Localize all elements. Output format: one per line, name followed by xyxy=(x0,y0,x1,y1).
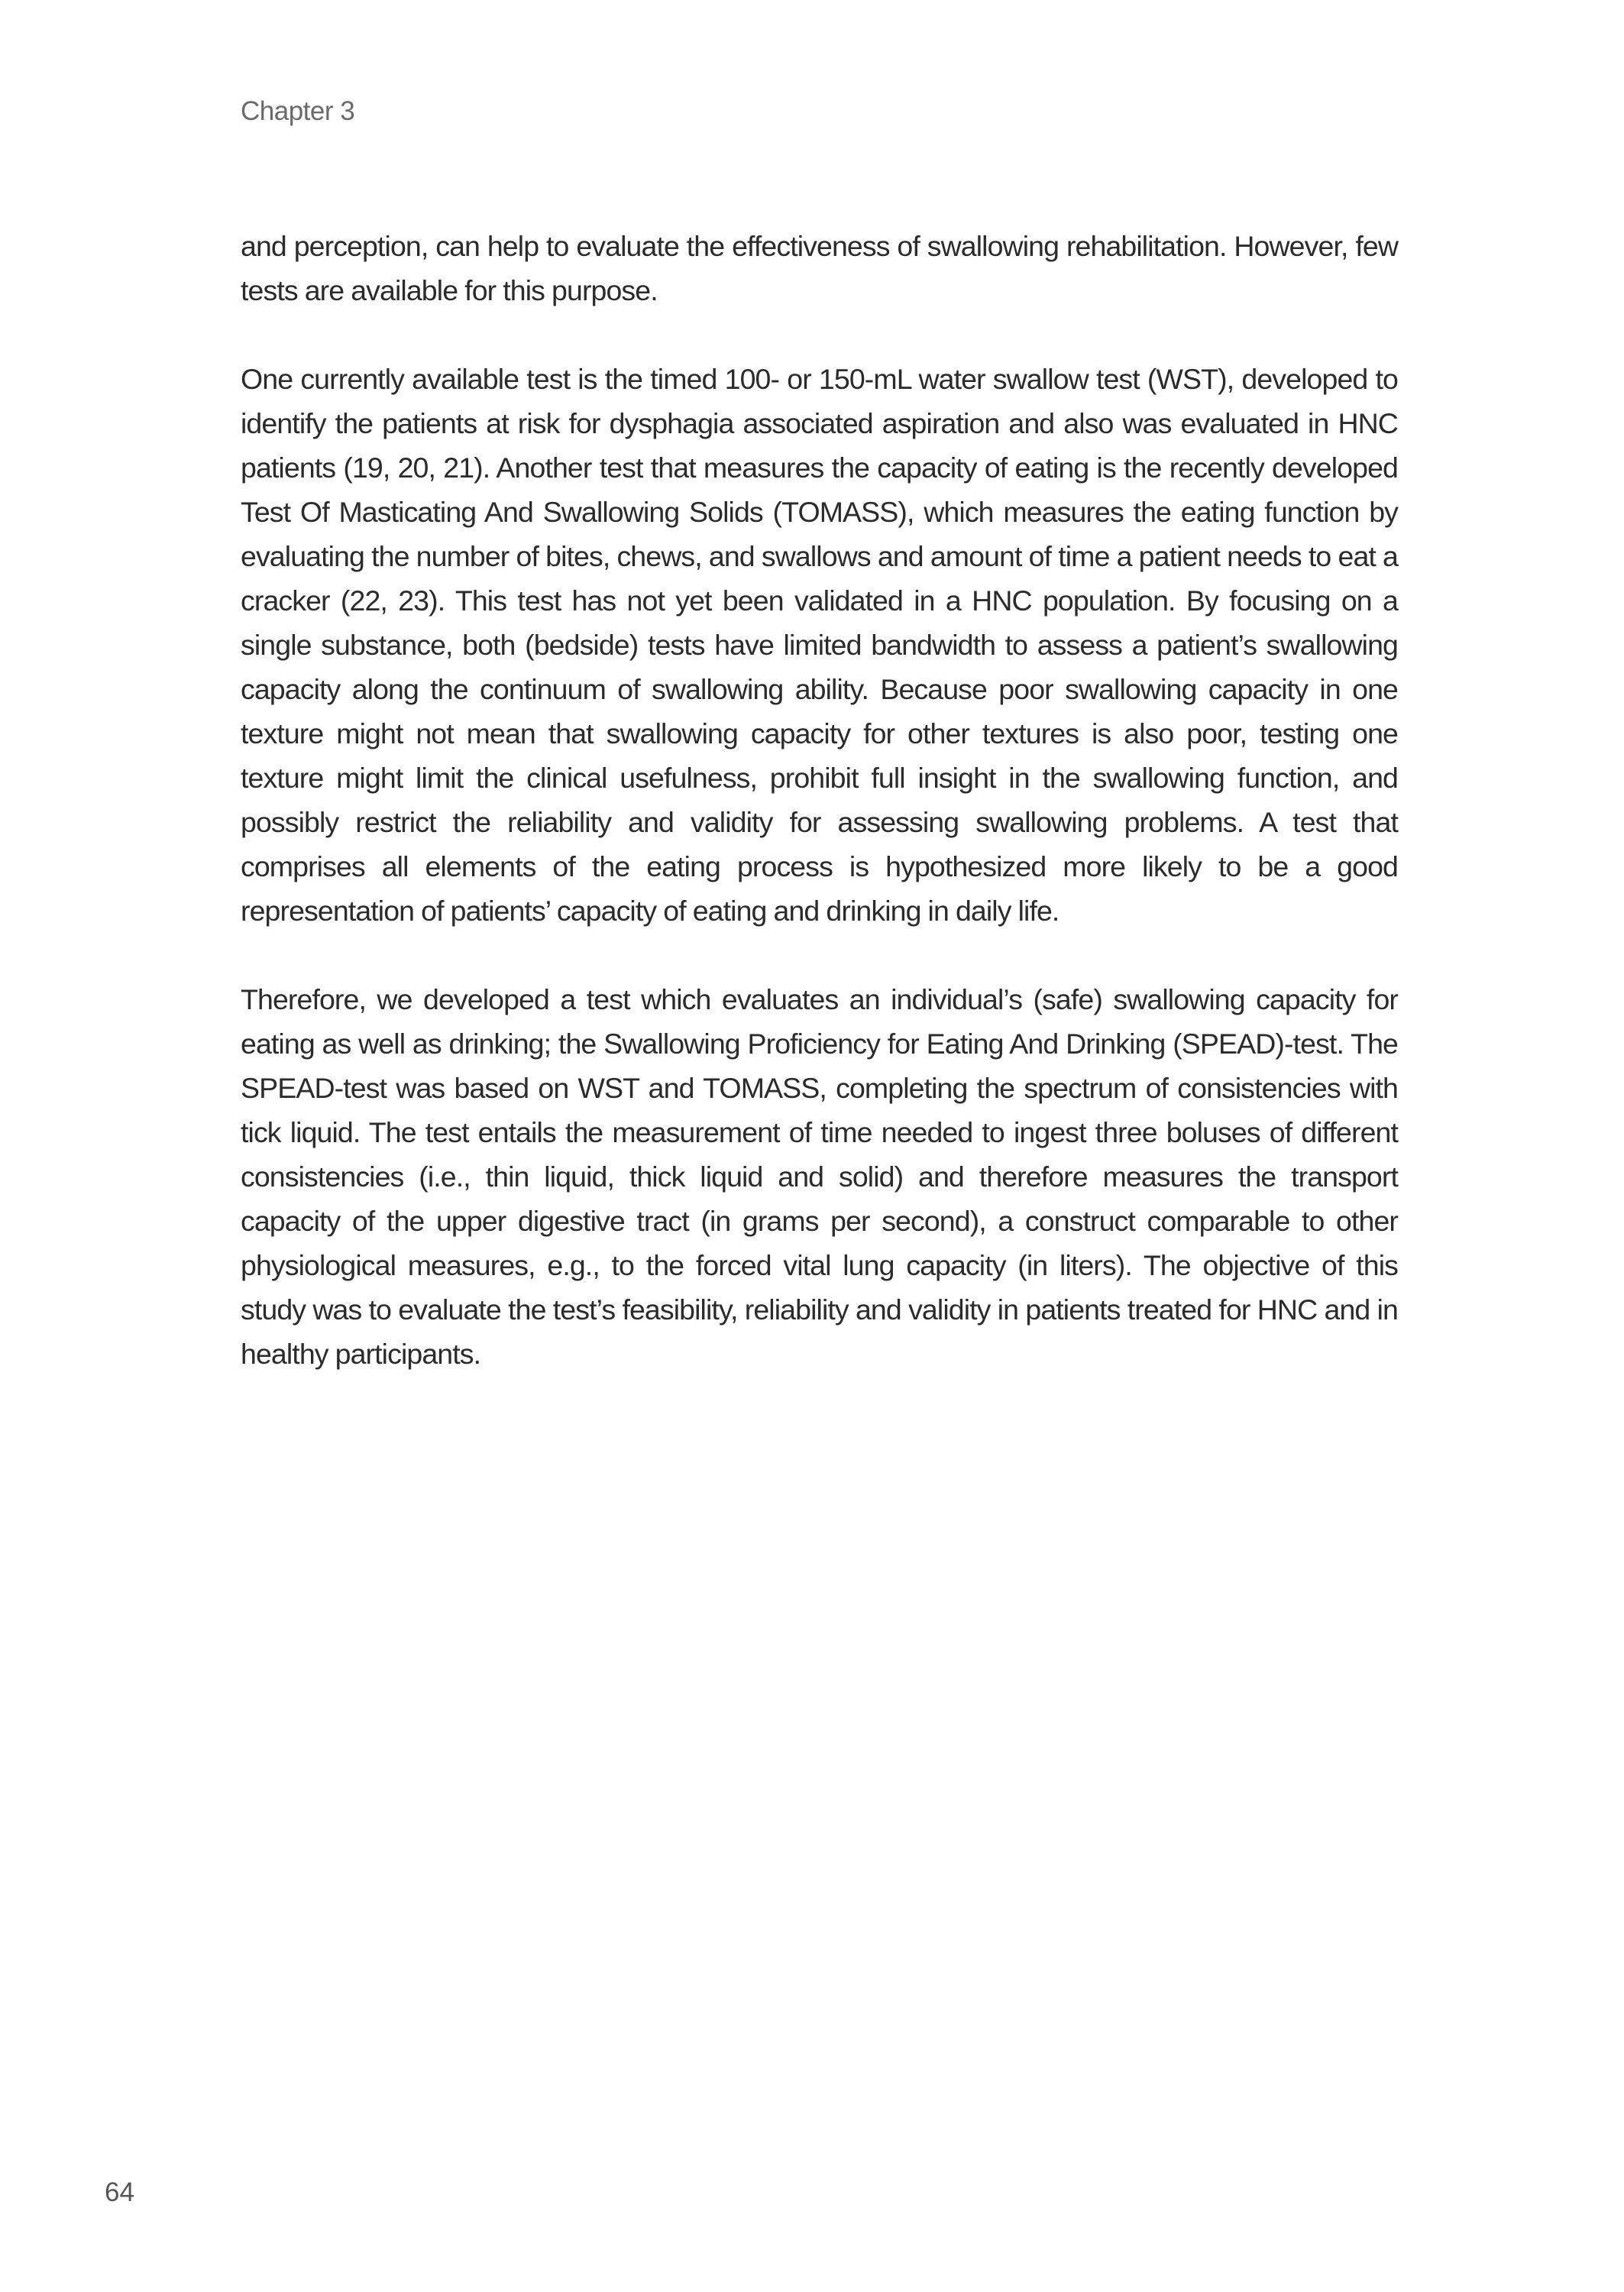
paragraph-1: and perception, can help to evaluate the effectiveness of swallowing rehabilitation. However, few tests are available for this purpose. xyxy=(241,230,1398,306)
body-text xyxy=(241,224,1398,1376)
page-number: 64 xyxy=(105,2177,134,2207)
running-header-chapter: Chapter 3 xyxy=(241,96,355,126)
paragraph-3: Therefore, we developed a test which evaluates an individual’s (safe) swallowing capacity for eating as well as drinking; the Swallowing Proficiency for Eating And Drinking (SPEAD)-test. The SPEAD-test was based on WST and TOMASS, completing the spectrum of consistencies with tick liquid. The test entails the measurement of time needed to ingest three boluses of different consistencies (i.e., thin liquid, thick liquid and solid) and therefore measures the transport capacity of the upper digestive tract (in grams per second), a construct comparable to other physiological measures, e.g., to the forced vital lung capacity (in liters). The objective of this study was to evaluate the test’s feasibility, reliability and validity in patients treated for HNC and in healthy participants. xyxy=(241,983,1398,1370)
paragraph-2: One currently available test is the timed 100- or 150-mL water swallow test (WST), developed to identify the patients at risk for dysphagia associated aspiration and also was evaluated in HNC patients (19, 20, 21). Another test that measures the capacity of eating is the recently developed Test Of Masticating And Swallowing Solids (TOMASS), which measures the eating function by evaluating the number of bites, chews, and swallows and amount of time a patient needs to eat a cracker (22, 23). This test has not yet been validated in a HNC population. By focusing on a single substance, both (bedside) tests have limited bandwidth to assess a patient’s swallowing capacity along the continuum of swallowing ability. Because poor swallowing capacity in one texture might not mean that swallowing capacity for other textures is also poor, testing one texture might limit the clinical usefulness, prohibit full insight in the swallowing function, and possibly restrict the reliability and validity for assessing swallowing problems. A test that comprises all elements of the eating process is hypothesized more likely to be a good representation of patients’ capacity of eating and drinking in daily life. xyxy=(241,363,1398,927)
